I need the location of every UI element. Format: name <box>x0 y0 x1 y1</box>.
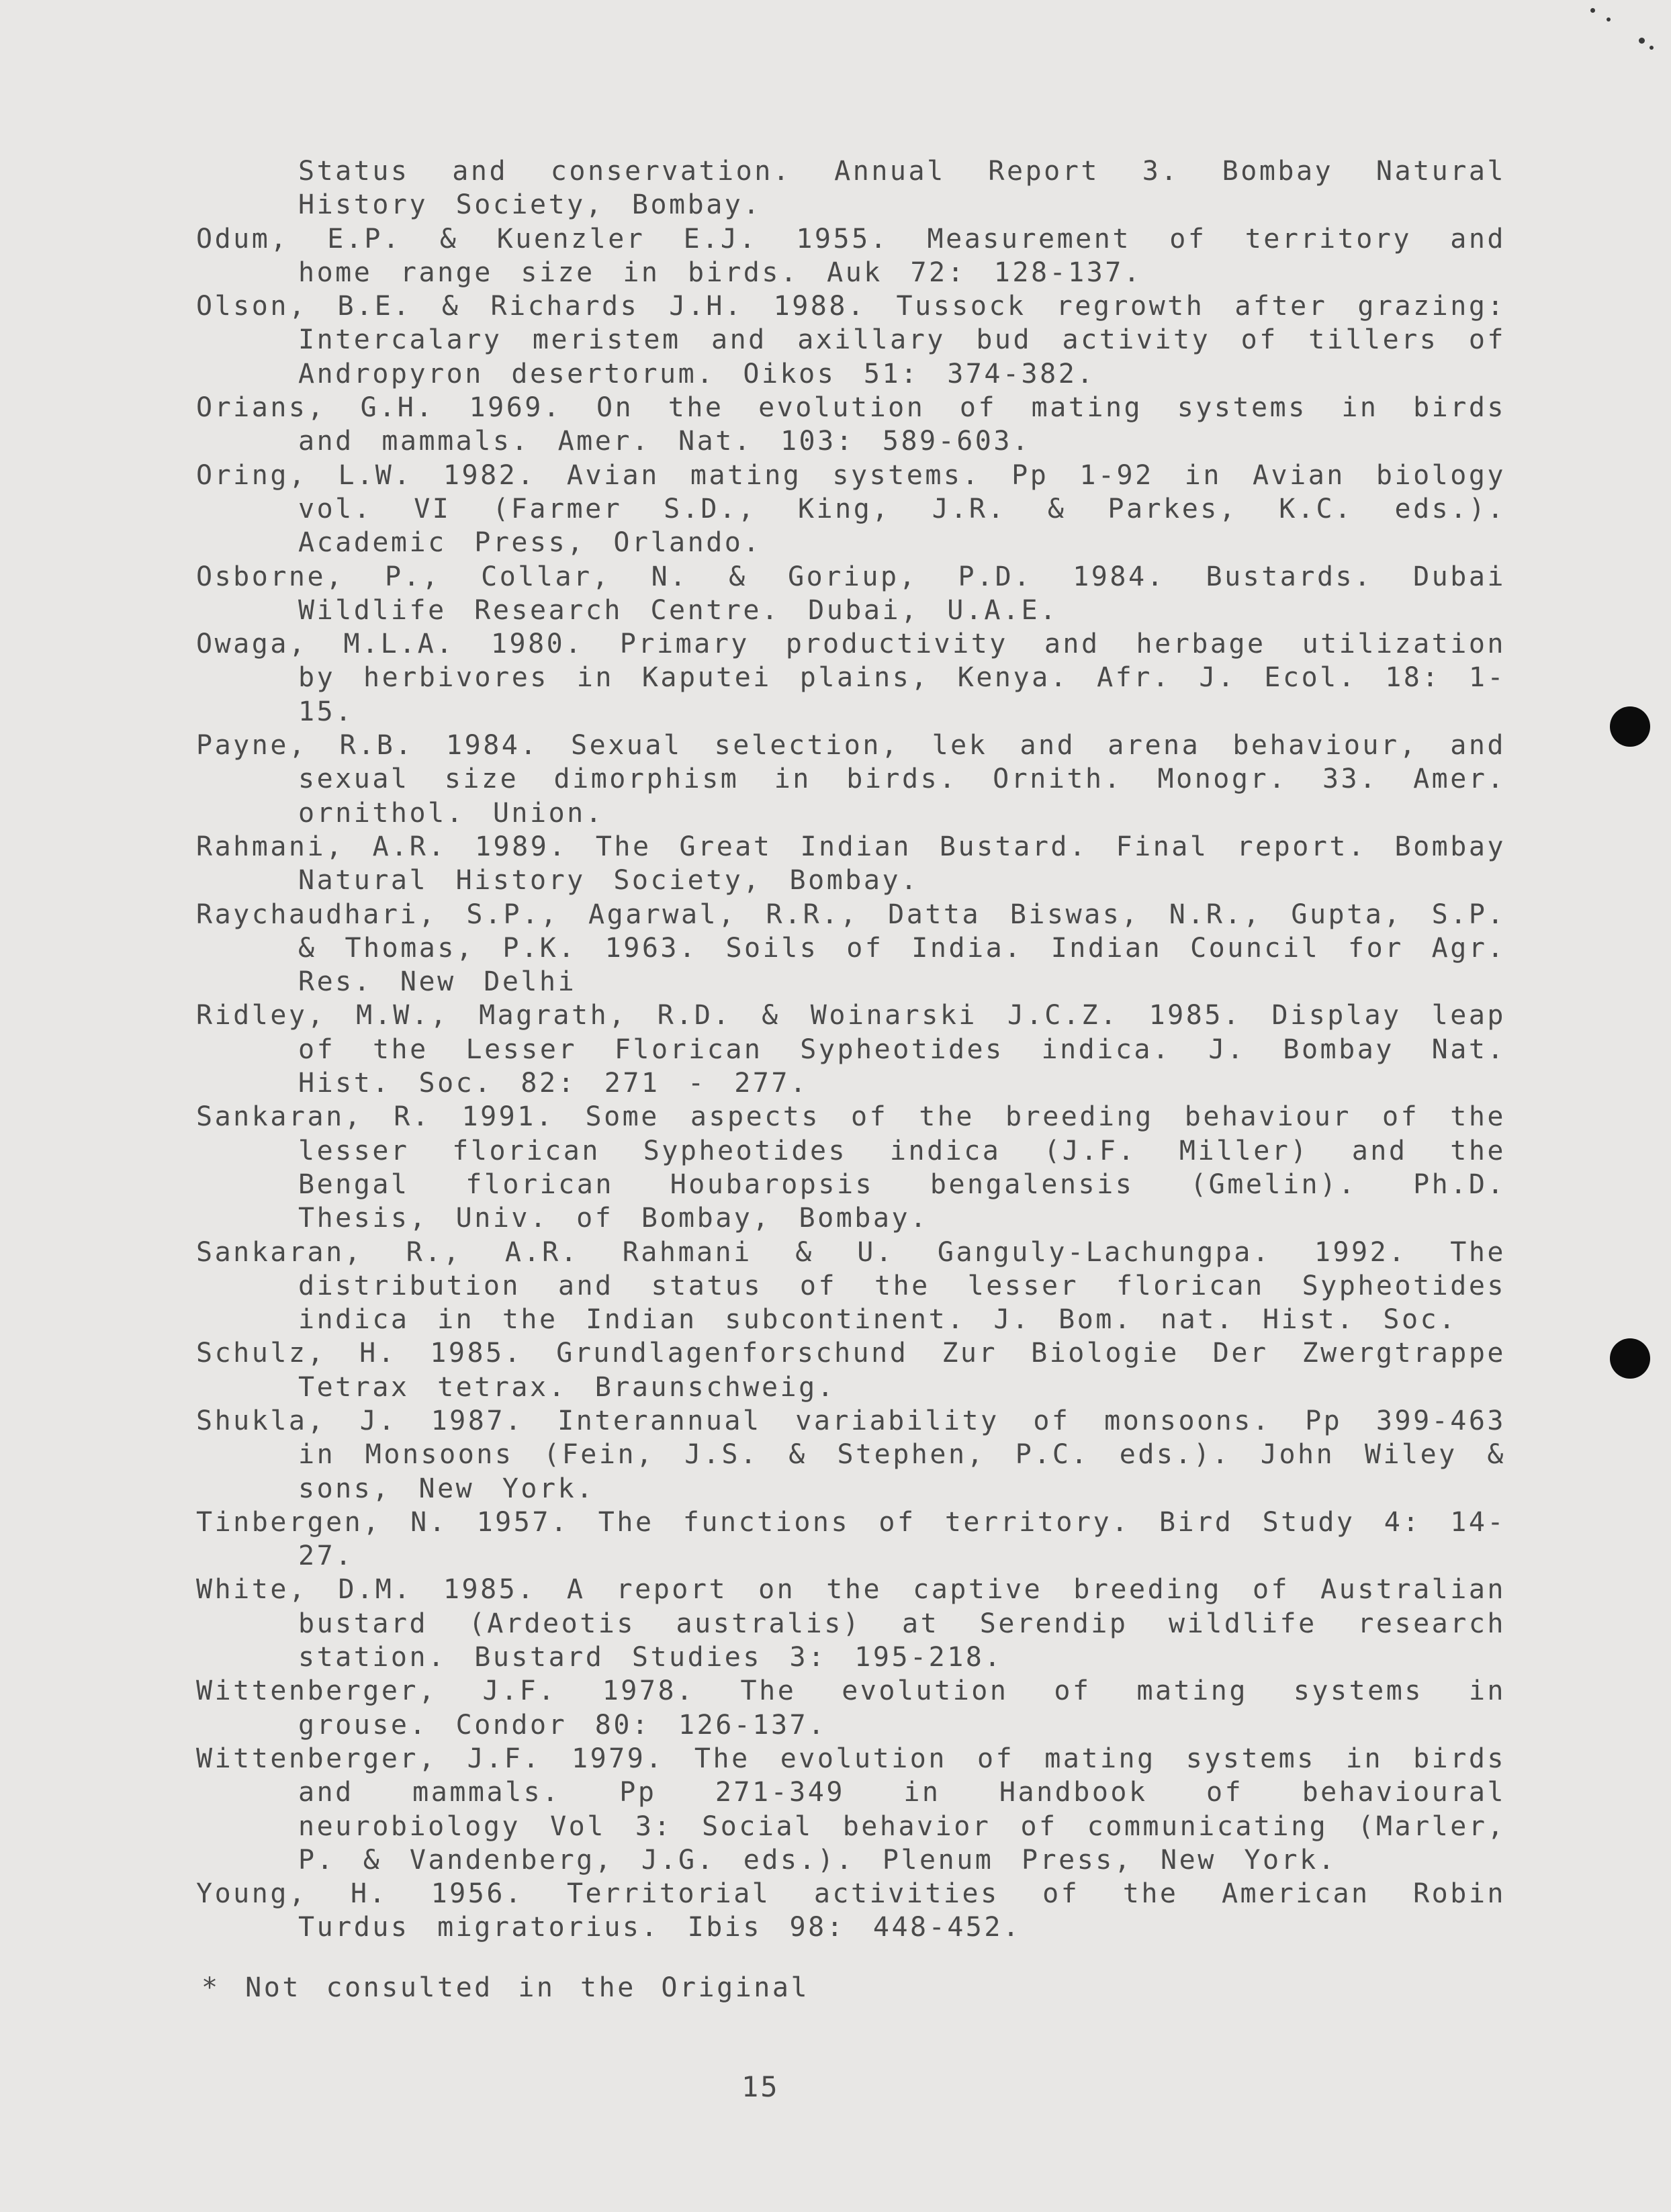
paper-speck <box>1650 46 1654 50</box>
paper-speck <box>1590 8 1595 13</box>
reference-entry: Oring, L.W. 1982. Avian mating systems. Pp 1-92 in Avian biology vol. VI (Farmer S.D., King, J.R. & Parkes, K.C. eds.). Academic Press, Orlando. <box>196 459 1506 559</box>
reference-entry: Payne, R.B. 1984. Sexual selection, lek and arena behaviour, and sexual size dimorphism in birds. Ornith. Monogr. 33. Amer. ornithol. Union. <box>196 730 1506 829</box>
reference-entry: Shukla, J. 1987. Interannual variability of monsoons. Pp 399-463 in Monsoons (Fein, J.S. & Stephen, P.C. eds.). John Wiley & sons, New York. <box>196 1405 1506 1504</box>
reference-entry: Osborne, P., Collar, N. & Goriup, P.D. 1984. Bustards. Dubai Wildlife Research Centre. Dubai, U.A.E. <box>196 561 1506 626</box>
reference-entry: Sankaran, R. 1991. Some aspects of the breeding behaviour of the lesser florican Sypheotides indica (J.F. Miller) and the Bengal florican Houbaropsis bengalensis (Gmelin). Ph.D. Thesis, Univ. of Bombay, Bombay. <box>196 1101 1506 1234</box>
reference-entry: Sankaran, R., A.R. Rahmani & U. Ganguly-Lachungpa. 1992. The distribution and status of the lesser florican Sypheotides indica in the Indian subcontinent. J. Bom. nat. Hist. Soc. <box>196 1236 1506 1336</box>
reference-entry: Status and conservation. Annual Report 3. Bombay Natural History Society, Bombay. <box>298 156 1506 221</box>
reference-entry: Owaga, M.L.A. 1980. Primary productivity and herbage utilization by herbivores in Kaputei plains, Kenya. Afr. J. Ecol. 18: 1-15. <box>196 629 1506 727</box>
paper-speck <box>1607 17 1611 21</box>
page-number: 15 <box>741 2070 780 2103</box>
reference-entry: Olson, B.E. & Richards J.H. 1988. Tussock regrowth after grazing: Intercalary meristem and axillary bud activity of tillers of Andropyron desertorum. Oikos 51: 374-382. <box>196 291 1506 389</box>
reference-entry: White, D.M. 1985. A report on the captive breeding of Australian bustard (Ardeotis australis) at Serendip wildlife research station. Bustard Studies 3: 195-218. <box>196 1574 1506 1673</box>
footnote: * Not consulted in the Original <box>201 1972 810 2003</box>
reference-entry: Wittenberger, J.F. 1979. The evolution of mating systems in birds and mammals. Pp 271-349 in Handbook of behavioural neurobiology Vol 3: Social behavior of communicating (Marler, P. & Vandenberg, J.G. eds.). Plenum Press, New York. <box>196 1743 1506 1876</box>
reference-list <box>196 154 1506 1945</box>
punch-hole-bottom <box>1610 1338 1650 1379</box>
reference-entry: Odum, E.P. & Kuenzler E.J. 1955. Measurement of territory and home range size in birds. Auk 72: 128-137. <box>196 223 1506 288</box>
reference-entry: Ridley, M.W., Magrath, R.D. & Woinarski J.C.Z. 1985. Display leap of the Lesser Florican Sypheotides indica. J. Bombay Nat. Hist. Soc. 82: 271 - 277. <box>196 1000 1506 1099</box>
reference-entry: Young, H. 1956. Territorial activities of the American Robin Turdus migratorius. Ibis 98: 448-452. <box>196 1878 1506 1943</box>
reference-entry: Orians, G.H. 1969. On the evolution of mating systems in birds and mammals. Amer. Nat. 103: 589-603. <box>196 392 1506 457</box>
reference-entry: Raychaudhari, S.P., Agarwal, R.R., Datta Biswas, N.R., Gupta, S.P. & Thomas, P.K. 1963. Soils of India. Indian Council for Agr. Res. New Delhi <box>196 898 1506 998</box>
punch-hole-top <box>1610 706 1650 747</box>
reference-entry: Rahmani, A.R. 1989. The Great Indian Bustard. Final report. Bombay Natural History Society, Bombay. <box>196 831 1506 896</box>
reference-entry: Schulz, H. 1985. Grundlagenforschund Zur Biologie Der Zwergtrappe Tetrax tetrax. Braunschweig. <box>196 1338 1506 1403</box>
paper-speck <box>1639 38 1645 44</box>
reference-entry: Tinbergen, N. 1957. The functions of territory. Bird Study 4: 14-27. <box>196 1506 1506 1572</box>
reference-entry: Wittenberger, J.F. 1978. The evolution of mating systems in grouse. Condor 80: 126-137. <box>196 1675 1506 1741</box>
